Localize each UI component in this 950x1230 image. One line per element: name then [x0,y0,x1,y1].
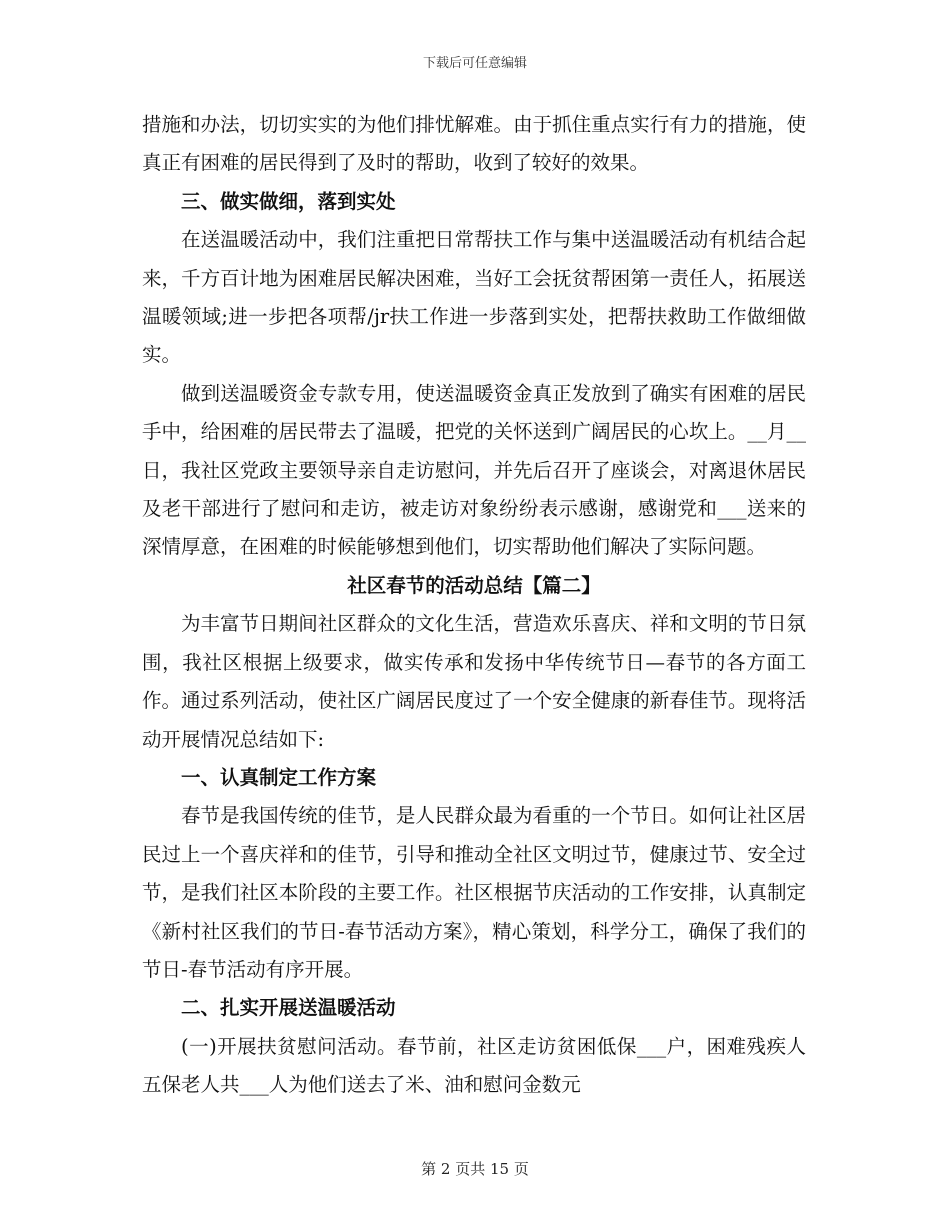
section-heading-1: 一、认真制定工作方案 [181,765,377,789]
paragraph-1: 措施和办法，切切实实的为他们排忧解难。由于抓住重点实行有力的措施，使真正有困难的居民得到了及时的帮助，收到了较好的效果。 [142,113,806,175]
page-header: 下载后可任意编辑 [422,56,527,71]
paragraph-5: 春节是我国传统的佳节，是人民群众最为看重的一个节日。如何让社区居民过上一个喜庆祥和的佳节，引导和推动全社区文明过节，健康过节、安全过节，是我们社区本阶段的主要工作。社区根据节庆活动的工作安排，认真制定《新村社区我们的节日-春节活动方案》，精心策划，科学分工，确保了我们的节日-春节活动有序开展。 [142,804,806,981]
document-body [142,106,806,1105]
section-heading-2: 二、扎实开展送温暖活动 [181,996,396,1020]
article-title: 社区春节的活动总结【篇二】 [347,573,601,597]
paragraph-2: 在送温暖活动中，我们注重把日常帮扶工作与集中送温暖活动有机结合起来，千方百计地为困难居民解决困难，当好工会抚贫帮困第一责任人，拓展送温暖领域;进一步把各项帮/jr扶工作进一步落到实处，把帮扶救助工作做细做实。 [142,228,806,367]
page-footer: 第 2 页共 15 页 [421,1160,529,1178]
section-heading-3: 三、做实做细，落到实处 [181,189,396,213]
paragraph-6: (一)开展扶贫慰问活动。春节前，社区走访贫困低保___户，困难残疾人五保老人共___人为他们送去了米、油和慰问金数元 [142,1034,806,1097]
paragraph-4: 为丰富节日期间社区群众的文化生活，营造欢乐喜庆、祥和文明的节日氛围，我社区根据上级要求，做实传承和发扬中华传统节日—春节的各方面工作。通过系列活动，使社区广阔居民度过了一个安全健康的新春佳节。现将活动开展情况总结如下: [142,612,806,751]
paragraph-3: 做到送温暖资金专款专用，使送温暖资金真正发放到了确实有困难的居民手中，给困难的居民带去了温暖，把党的关怀送到广阔居民的心坎上。__月__日，我社区党政主要领导亲自走访慰问，并先后召开了座谈会，对离退休居民及老干部进行了慰问和走访，被走访对象纷纷表示感谢，感谢党和___送来的深情厚意，在困难的时候能够想到他们，切实帮助他们解决了实际问题。 [142,381,806,559]
